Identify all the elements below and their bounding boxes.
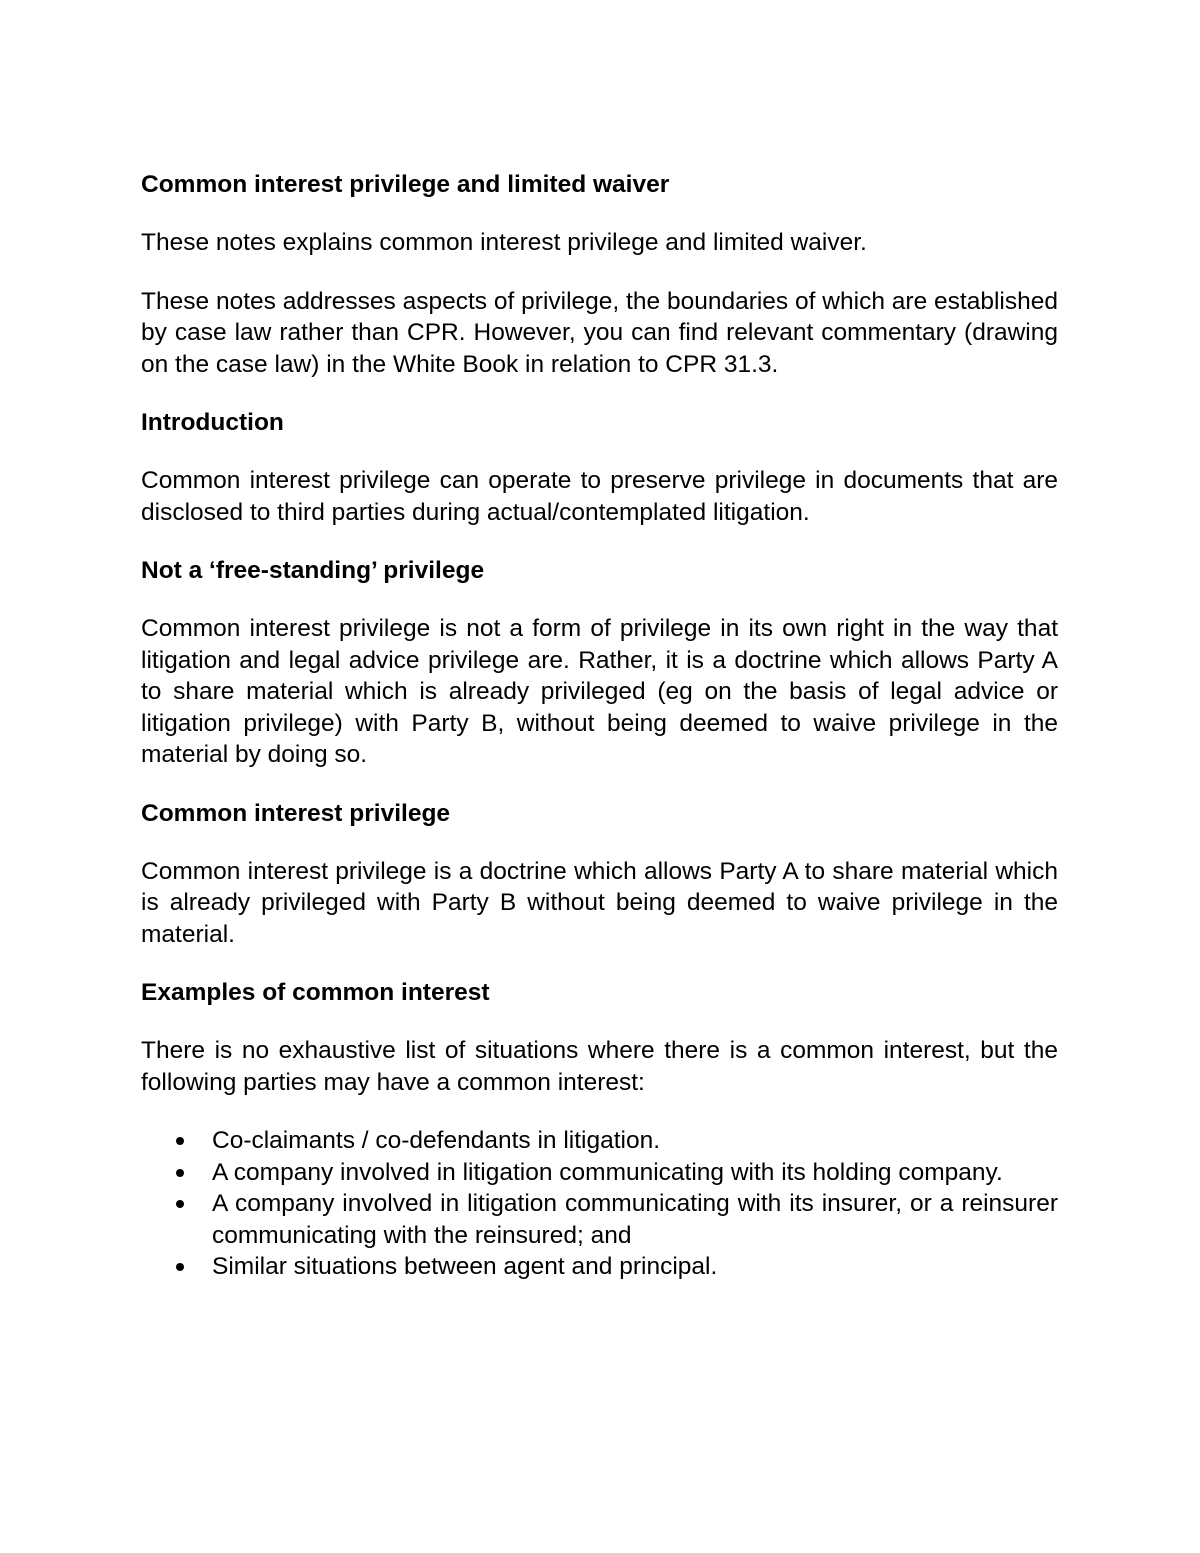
bullet-dot-icon bbox=[176, 1137, 184, 1145]
bullet-dot-icon bbox=[176, 1200, 184, 1208]
intro-paragraph-1: These notes explains common interest privilege and limited waiver. bbox=[141, 229, 867, 256]
bullet-item bbox=[141, 1188, 1058, 1251]
bullet-dot-icon bbox=[176, 1263, 184, 1271]
bullet-item bbox=[141, 1125, 1058, 1157]
bullet-dot-icon bbox=[176, 1169, 184, 1177]
section-heading-introduction: Introduction bbox=[141, 409, 284, 436]
section-body-examples: There is no exhaustive list of situations where there is a common interest, but the following parties may have a common interest: bbox=[141, 1037, 1058, 1096]
bullet-item bbox=[141, 1251, 1058, 1283]
section-body-common-interest-privilege: Common interest privilege is a doctrine which allows Party A to share material which is already privileged with Party B without being deemed to waive privilege in the material. bbox=[141, 857, 1058, 948]
document-title: Common interest privilege and limited waiver bbox=[141, 171, 670, 198]
document-page bbox=[141, 169, 1058, 1283]
bullet-text: A company involved in litigation communicating with its insurer, or a reinsurer communicating with the reinsured; and bbox=[212, 1190, 1058, 1249]
examples-bullet-list bbox=[141, 1125, 1058, 1283]
bullet-item bbox=[141, 1157, 1058, 1189]
section-heading-common-interest-privilege: Common interest privilege bbox=[141, 799, 451, 827]
bullet-text: A company involved in litigation communicating with its holding company. bbox=[212, 1158, 1003, 1186]
section-body-not-free-standing: Common interest privilege is not a form of privilege in its own right in the way that litigation and legal advice privilege are. Rather, it is a doctrine which allows Party A to share material which is already privileged (eg on the basis of legal advice or litigation privilege) with Party B, without being deemed to waive privilege in the material by doing so. bbox=[141, 615, 1058, 768]
bullet-text: Similar situations between agent and principal. bbox=[212, 1253, 718, 1280]
section-heading-examples: Examples of common interest bbox=[141, 979, 490, 1006]
section-heading-not-free-standing: Not a ‘free-standing’ privilege bbox=[141, 557, 485, 584]
bullet-text: Co-claimants / co-defendants in litigation. bbox=[212, 1127, 661, 1154]
intro-paragraph-2: These notes addresses aspects of privilege, the boundaries of which are established by case law rather than CPR. However, you can find relevant commentary (drawing on the case law) in the White Book in relation to CPR 31.3. bbox=[141, 287, 1058, 378]
section-body-introduction: Common interest privilege can operate to preserve privilege in documents that are disclosed to third parties during actual/contemplated litigation. bbox=[141, 467, 1058, 526]
